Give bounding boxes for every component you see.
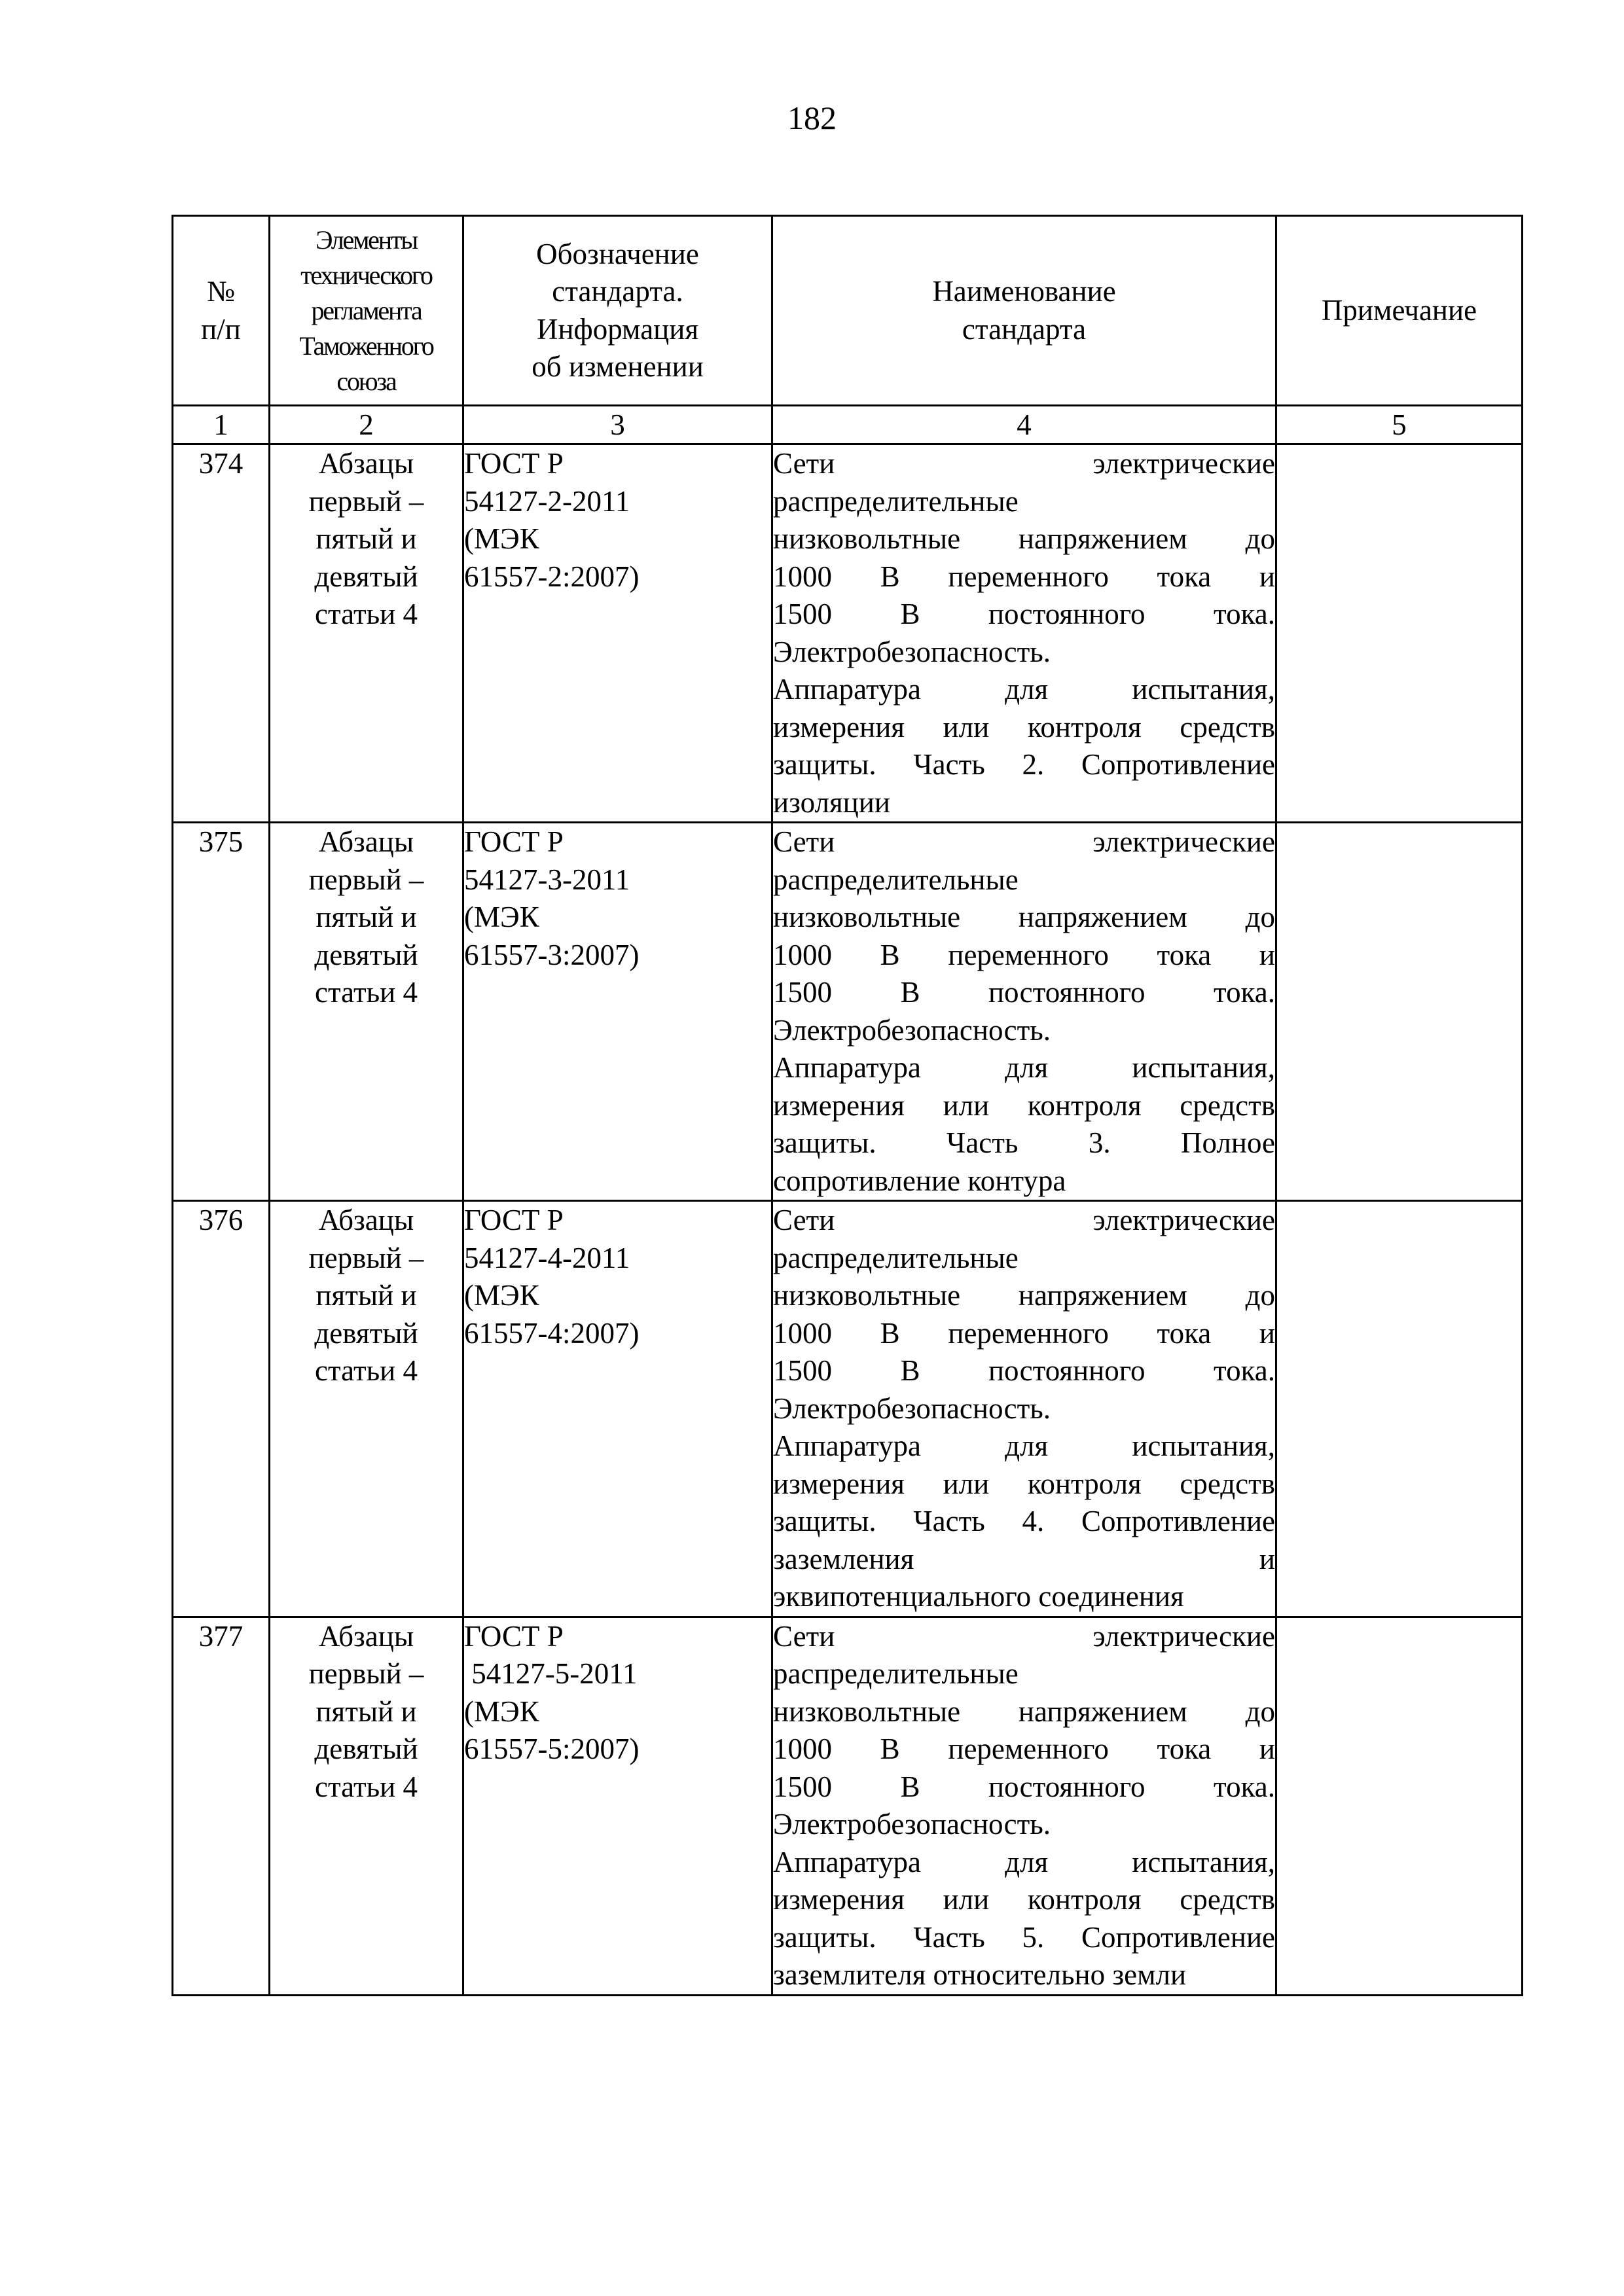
standard-name-line: измерения или контроля средств — [773, 1883, 1275, 1916]
regulation-elements-line: пятый и — [316, 1695, 417, 1728]
standard-name-line: Электробезопасность. — [773, 1808, 1051, 1840]
column-number: 4 — [772, 406, 1276, 444]
standard-designation — [463, 1617, 772, 1995]
standard-designation-line: 54127-2-2011 — [464, 484, 630, 518]
standard-name-line: заземления и — [773, 1542, 1275, 1575]
standard-name-line: защиты. Часть 5. Сопротивление — [773, 1920, 1275, 1954]
header-cell-elements — [270, 216, 463, 406]
standard-designation-line: 54127-3-2011 — [464, 863, 630, 896]
regulation-elements-line: девятый — [314, 1316, 418, 1350]
standard-name-line: низковольтные напряжением до — [773, 1695, 1275, 1728]
standard-name-line: Сети электрические — [773, 447, 1275, 480]
regulation-elements-line: статьи 4 — [314, 598, 418, 630]
regulation-elements-line: пятый и — [316, 1279, 417, 1312]
regulation-elements-line: Абзацы — [318, 1619, 414, 1653]
header-line: п/п — [201, 312, 241, 346]
standard-name-line: 1500 В постоянного тока. — [773, 1354, 1275, 1387]
standard-designation — [463, 444, 772, 823]
header-line: Таможенного — [299, 331, 433, 361]
standard-name-line: 1500 В постоянного тока. — [773, 1770, 1275, 1803]
standard-name-line: 1000 В переменного тока и — [773, 938, 1275, 971]
standard-name-line: Аппаратура для испытания, — [773, 1845, 1275, 1878]
standard-name-line: Сети электрические — [773, 1619, 1275, 1653]
standard-name — [772, 1617, 1276, 1995]
standard-name-line: низковольтные напряжением до — [773, 522, 1275, 555]
standard-name-line: Электробезопасность. — [773, 635, 1051, 668]
standard-name-line: распределительные — [773, 1657, 1019, 1690]
regulation-elements-line: Абзацы — [318, 825, 414, 858]
standard-designation-line: 54127-5-2011 — [464, 1657, 638, 1690]
standard-designation-line: 61557-5:2007) — [464, 1732, 640, 1765]
header-line: Обозначение — [536, 237, 699, 270]
note-cell — [1276, 1201, 1523, 1617]
standard-name-line: распределительные — [773, 1241, 1019, 1274]
header-line: Примечание — [1321, 293, 1477, 327]
regulation-elements-line: Абзацы — [318, 1204, 414, 1236]
standard-name-line: распределительные — [773, 863, 1019, 896]
standard-name-line: защиты. Часть 2. Сопротивление — [773, 748, 1275, 781]
standard-designation — [463, 1201, 772, 1617]
regulation-elements-line: пятый и — [316, 522, 417, 555]
standard-name-line: 1000 В переменного тока и — [773, 1316, 1275, 1350]
regulation-elements — [270, 444, 463, 823]
table-row — [173, 823, 1523, 1201]
standard-name — [772, 1201, 1276, 1617]
regulation-elements-line: Абзацы — [318, 447, 414, 480]
standards-table — [171, 215, 1523, 1996]
standard-name-line: измерения или контроля средств — [773, 710, 1275, 744]
regulation-elements-line: статьи 4 — [314, 1354, 418, 1387]
header-line: технического — [300, 260, 432, 290]
regulation-elements-line: девятый — [314, 560, 418, 593]
standard-designation-line: 54127-4-2011 — [464, 1241, 630, 1274]
note-cell — [1276, 1617, 1523, 1995]
header-line: Элементы — [316, 224, 417, 255]
regulation-elements — [270, 1201, 463, 1617]
row-number: 375 — [173, 823, 270, 1201]
table-body — [173, 444, 1523, 1996]
header-line: об изменении — [532, 350, 704, 383]
standard-designation-line: 61557-4:2007) — [464, 1316, 640, 1350]
column-number: 1 — [173, 406, 270, 444]
standard-name — [772, 823, 1276, 1201]
regulation-elements-line: девятый — [314, 1732, 418, 1765]
row-number: 377 — [173, 1617, 270, 1995]
header-cell-designation — [463, 216, 772, 406]
standard-name-line: Сети электрические — [773, 825, 1275, 858]
standard-name-line: Аппаратура для испытания, — [773, 1051, 1275, 1084]
standard-name-line: защиты. Часть 3. Полное — [773, 1126, 1275, 1159]
standard-name-line: защиты. Часть 4. Сопротивление — [773, 1505, 1275, 1537]
standard-name — [772, 444, 1276, 823]
table-header-row — [173, 216, 1523, 406]
header-line: регламента — [311, 295, 422, 325]
header-line: Информация — [536, 312, 699, 346]
standard-name-line: Электробезопасность. — [773, 1013, 1051, 1047]
standard-name-line: 1500 В постоянного тока. — [773, 598, 1275, 630]
table-row — [173, 1201, 1523, 1617]
standard-name-line: Аппаратура для испытания, — [773, 1429, 1275, 1462]
standard-designation-line: (МЭК — [464, 1279, 539, 1312]
header-line: стандарта — [962, 312, 1087, 346]
standard-name-line: измерения или контроля средств — [773, 1088, 1275, 1122]
page-number: 182 — [787, 99, 837, 136]
standard-designation — [463, 823, 772, 1201]
regulation-elements — [270, 1617, 463, 1995]
standard-designation-line: (МЭК — [464, 522, 539, 555]
standard-designation-line: (МЭК — [464, 1695, 539, 1728]
standard-name-line: Аппаратура для испытания, — [773, 673, 1275, 706]
standard-designation-line: ГОСТ Р — [464, 1619, 564, 1653]
standard-name-line: измерения или контроля средств — [773, 1467, 1275, 1500]
row-number: 376 — [173, 1201, 270, 1617]
header-line: союза — [336, 366, 396, 396]
regulation-elements-line: статьи 4 — [314, 1770, 418, 1803]
standard-designation-line: ГОСТ Р — [464, 825, 564, 858]
note-cell — [1276, 444, 1523, 823]
standard-name-line: 1000 В переменного тока и — [773, 560, 1275, 593]
standard-name-line: низковольтные напряжением до — [773, 901, 1275, 933]
column-number-row — [173, 406, 1523, 444]
column-number: 5 — [1276, 406, 1523, 444]
standard-designation-line: ГОСТ Р — [464, 1204, 564, 1236]
standard-name-line: сопротивление контура — [773, 1164, 1066, 1197]
standard-name-line: эквипотенциального соединения — [773, 1580, 1184, 1613]
regulation-elements-line: первый – — [308, 1657, 424, 1690]
regulation-elements-line: первый – — [308, 484, 424, 518]
column-number: 3 — [463, 406, 772, 444]
standard-designation-line: ГОСТ Р — [464, 447, 564, 480]
regulation-elements — [270, 823, 463, 1201]
regulation-elements-line: первый – — [308, 1241, 424, 1274]
header-cell-note — [1276, 216, 1523, 406]
header-cell-name — [772, 216, 1276, 406]
table-row — [173, 444, 1523, 823]
standard-name-line: заземлителя относительно земли — [773, 1958, 1187, 1991]
standard-name-line: распределительные — [773, 484, 1019, 518]
standard-name-line: 1500 В постоянного тока. — [773, 976, 1275, 1009]
standard-name-line: Сети электрические — [773, 1204, 1275, 1236]
header-line: № — [207, 275, 235, 308]
standard-designation-line: 61557-2:2007) — [464, 560, 640, 593]
table-row — [173, 1617, 1523, 1995]
standard-name-line: низковольтные напряжением до — [773, 1279, 1275, 1312]
standard-designation-line: 61557-3:2007) — [464, 938, 640, 971]
header-line: Наименование — [932, 275, 1116, 308]
standard-name-line: изоляции — [773, 785, 890, 819]
regulation-elements-line: статьи 4 — [314, 976, 418, 1009]
header-line: стандарта. — [552, 275, 683, 308]
standard-name-line: Электробезопасность. — [773, 1391, 1051, 1425]
regulation-elements-line: девятый — [314, 938, 418, 971]
row-number: 374 — [173, 444, 270, 823]
standard-designation-line: (МЭК — [464, 901, 539, 933]
note-cell — [1276, 823, 1523, 1201]
header-cell-number — [173, 216, 270, 406]
column-number: 2 — [270, 406, 463, 444]
regulation-elements-line: пятый и — [316, 901, 417, 933]
standard-name-line: 1000 В переменного тока и — [773, 1732, 1275, 1765]
regulation-elements-line: первый – — [308, 863, 424, 896]
